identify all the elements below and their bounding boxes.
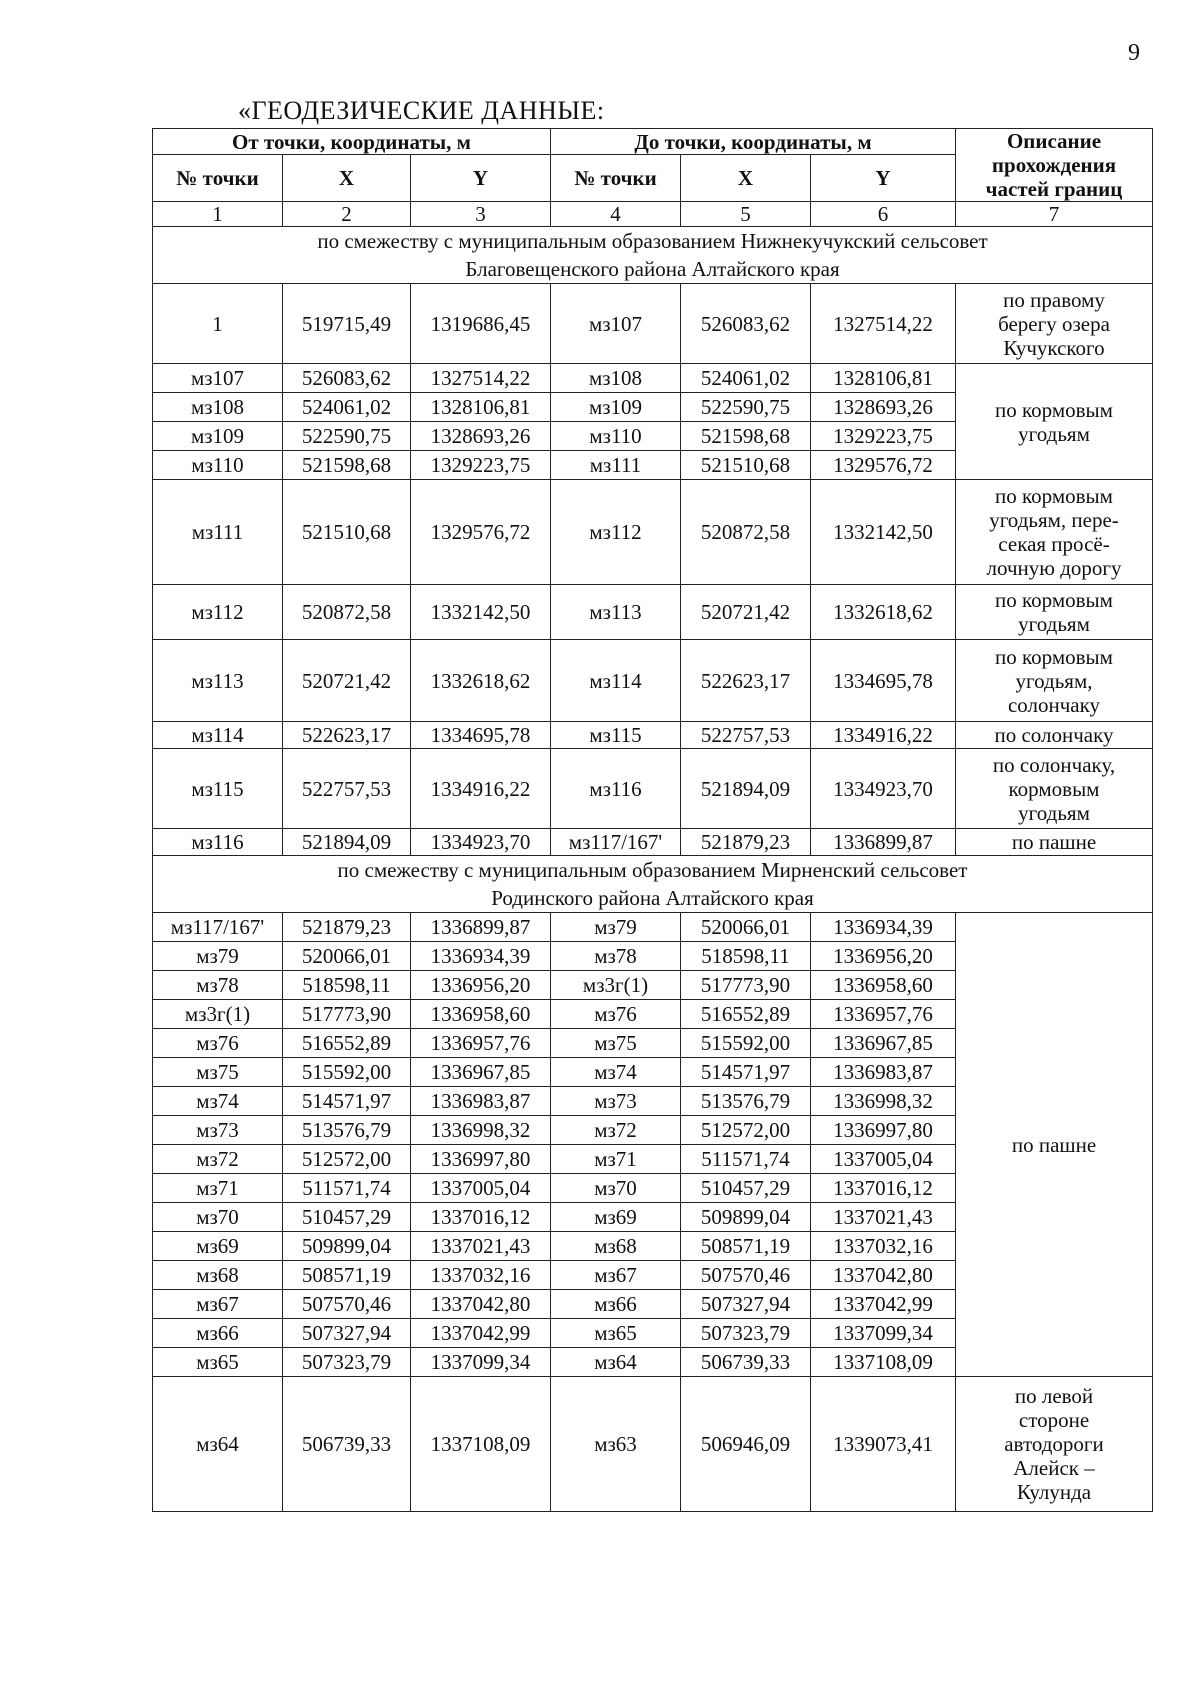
from-y: 1336956,20: [411, 971, 551, 1000]
from-point: мз70: [153, 1203, 283, 1232]
to-x: 522590,75: [681, 393, 811, 422]
to-x: 507570,46: [681, 1261, 811, 1290]
to-y: 1337005,04: [811, 1145, 956, 1174]
to-x: 510457,29: [681, 1174, 811, 1203]
to-x: 513576,79: [681, 1087, 811, 1116]
section-heading: [153, 227, 1153, 284]
from-point: мз116: [153, 829, 283, 856]
from-x: 518598,11: [283, 971, 411, 1000]
to-point: мз75: [551, 1029, 681, 1058]
from-point: мз73: [153, 1116, 283, 1145]
from-y: 1337108,09: [411, 1377, 551, 1512]
to-y: 1336967,85: [811, 1029, 956, 1058]
column-number: 2: [283, 202, 411, 227]
to-x: 506946,09: [681, 1377, 811, 1512]
from-y: 1337016,12: [411, 1203, 551, 1232]
to-x: 514571,97: [681, 1058, 811, 1087]
to-point: мз112: [551, 480, 681, 585]
from-x: 521598,68: [283, 451, 411, 480]
from-x: 515592,00: [283, 1058, 411, 1087]
description-line: солончаку: [1007, 692, 1101, 717]
table-row: [153, 722, 1153, 749]
to-x: 517773,90: [681, 971, 811, 1000]
to-y: 1336957,76: [811, 1000, 956, 1029]
from-y: 1327514,22: [411, 364, 551, 393]
from-y: 1337005,04: [411, 1174, 551, 1203]
from-point: мз64: [153, 1377, 283, 1512]
from-y: 1332142,50: [411, 585, 551, 640]
description-line: кормовым: [1008, 776, 1100, 801]
from-point: 1: [153, 284, 283, 364]
from-x: 524061,02: [283, 393, 411, 422]
from-x: 514571,97: [283, 1087, 411, 1116]
to-point: мз78: [551, 942, 681, 971]
to-point: мз66: [551, 1290, 681, 1319]
to-y: 1336958,60: [811, 971, 956, 1000]
to-y: 1337042,99: [811, 1290, 956, 1319]
table-row: [153, 749, 1153, 829]
to-point: мз76: [551, 1000, 681, 1029]
to-y: 1339073,41: [811, 1377, 956, 1512]
from-x: 512572,00: [283, 1145, 411, 1174]
boundary-description: [956, 640, 1153, 722]
from-point: мз67: [153, 1290, 283, 1319]
from-x: 508571,19: [283, 1261, 411, 1290]
from-y: 1334916,22: [411, 749, 551, 829]
from-point: мз74: [153, 1087, 283, 1116]
from-x: 519715,49: [283, 284, 411, 364]
section-heading-row: [153, 856, 1153, 913]
to-x: 522757,53: [681, 722, 811, 749]
to-x: 507323,79: [681, 1319, 811, 1348]
description-line: по пашне: [1011, 830, 1097, 854]
from-x: 510457,29: [283, 1203, 411, 1232]
table-row: [153, 585, 1153, 640]
description-line: по кормовым: [995, 397, 1113, 422]
from-x: 507570,46: [283, 1290, 411, 1319]
to-x: 521598,68: [681, 422, 811, 451]
from-point: мз112: [153, 585, 283, 640]
from-point: мз109: [153, 422, 283, 451]
table-row: [153, 364, 1153, 393]
to-point: мз69: [551, 1203, 681, 1232]
to-point: мз71: [551, 1145, 681, 1174]
section-heading-line: Родинского района Алтайского края: [491, 886, 814, 910]
to-point: мз68: [551, 1232, 681, 1261]
description-line: по солончаку: [994, 723, 1114, 747]
to-point: мз79: [551, 913, 681, 942]
from-x: 511571,74: [283, 1174, 411, 1203]
to-point: мз117/167': [551, 829, 681, 856]
header-to: До точки, координаты, м: [551, 129, 956, 155]
header-description: Описание прохождения частей границ: [956, 129, 1153, 202]
header-col-y-from: Y: [411, 155, 551, 202]
description-line: берегу озера: [998, 311, 1110, 336]
to-y: 1334916,22: [811, 722, 956, 749]
to-x: 506739,33: [681, 1348, 811, 1377]
to-point: мз63: [551, 1377, 681, 1512]
from-y: 1336957,76: [411, 1029, 551, 1058]
to-y: 1334923,70: [811, 749, 956, 829]
to-point: мз73: [551, 1087, 681, 1116]
to-y: 1337021,43: [811, 1203, 956, 1232]
from-point: мз107: [153, 364, 283, 393]
from-point: мз117/167': [153, 913, 283, 942]
header-from: От точки, координаты, м: [153, 129, 551, 155]
to-x: 520872,58: [681, 480, 811, 585]
from-x: 517773,90: [283, 1000, 411, 1029]
from-point: мз114: [153, 722, 283, 749]
from-y: 1337021,43: [411, 1232, 551, 1261]
from-point: мз110: [153, 451, 283, 480]
to-point: мз3г(1): [551, 971, 681, 1000]
from-y: 1337042,99: [411, 1319, 551, 1348]
from-point: мз65: [153, 1348, 283, 1377]
from-x: 522590,75: [283, 422, 411, 451]
from-y: 1337032,16: [411, 1261, 551, 1290]
from-point: мз3г(1): [153, 1000, 283, 1029]
boundary-description: [956, 749, 1153, 829]
from-x: 507323,79: [283, 1348, 411, 1377]
from-x: 520721,42: [283, 640, 411, 722]
to-y: 1336956,20: [811, 942, 956, 971]
from-point: мз78: [153, 971, 283, 1000]
table-row: [153, 829, 1153, 856]
from-x: 522757,53: [283, 749, 411, 829]
boundary-description: [956, 480, 1153, 585]
description-line: лочную дорогу: [986, 556, 1122, 580]
to-y: 1328106,81: [811, 364, 956, 393]
from-x: 526083,62: [283, 364, 411, 393]
boundary-description: [956, 1377, 1153, 1512]
column-number: 1: [153, 202, 283, 227]
to-y: 1336998,32: [811, 1087, 956, 1116]
description-line: угодьям: [1018, 800, 1090, 825]
description-line: автодороги: [1004, 1432, 1104, 1456]
section-heading-line: Благовещенского района Алтайского края: [465, 257, 840, 281]
to-point: мз113: [551, 585, 681, 640]
boundary-description: [956, 284, 1153, 364]
page-number: 9: [1128, 40, 1140, 66]
header-col-x-to: X: [681, 155, 811, 202]
from-point: мз76: [153, 1029, 283, 1058]
description-line: угодьям, пере-: [989, 508, 1119, 532]
to-point: мз70: [551, 1174, 681, 1203]
to-point: мз114: [551, 640, 681, 722]
to-x: 520721,42: [681, 585, 811, 640]
to-point: мз111: [551, 451, 681, 480]
from-point: мз66: [153, 1319, 283, 1348]
from-point: мз68: [153, 1261, 283, 1290]
section-heading-row: [153, 227, 1153, 284]
to-x: 522623,17: [681, 640, 811, 722]
from-y: 1336997,80: [411, 1145, 551, 1174]
from-point: мз111: [153, 480, 283, 585]
to-point: мз74: [551, 1058, 681, 1087]
to-y: 1337016,12: [811, 1174, 956, 1203]
from-x: 521894,09: [283, 829, 411, 856]
description-line: по кормовым: [995, 484, 1113, 508]
to-point: мз107: [551, 284, 681, 364]
to-y: 1329223,75: [811, 422, 956, 451]
from-y: 1334923,70: [411, 829, 551, 856]
boundary-description: [956, 722, 1153, 749]
description-line: по солончаку,: [992, 752, 1116, 777]
description-line: по кормовым: [995, 644, 1113, 669]
from-x: 516552,89: [283, 1029, 411, 1058]
table-row: [153, 480, 1153, 585]
from-point: мз71: [153, 1174, 283, 1203]
from-point: мз79: [153, 942, 283, 971]
from-y: 1334695,78: [411, 722, 551, 749]
boundary-description: [956, 913, 1153, 1377]
description-line: по кормовым: [995, 588, 1113, 612]
from-y: 1328693,26: [411, 422, 551, 451]
to-y: 1337099,34: [811, 1319, 956, 1348]
table-row: [153, 284, 1153, 364]
description-line: Кучукского: [1003, 335, 1105, 360]
from-point: мз115: [153, 749, 283, 829]
to-point: мз110: [551, 422, 681, 451]
to-y: 1334695,78: [811, 640, 956, 722]
section-heading: [153, 856, 1153, 913]
from-y: 1337042,80: [411, 1290, 551, 1319]
description-line: Кулунда: [1016, 1480, 1092, 1504]
from-x: 520872,58: [283, 585, 411, 640]
from-point: мз108: [153, 393, 283, 422]
header-col-point-to: № точки: [551, 155, 681, 202]
to-point: мз64: [551, 1348, 681, 1377]
geodetic-data-table: [152, 128, 1153, 1512]
header-col-x-from: X: [283, 155, 411, 202]
column-number-row: [153, 202, 1153, 227]
from-y: 1336983,87: [411, 1087, 551, 1116]
to-point: мз67: [551, 1261, 681, 1290]
from-x: 521510,68: [283, 480, 411, 585]
boundary-description: [956, 585, 1153, 640]
header-col-y-to: Y: [811, 155, 956, 202]
description-line: по правому: [1003, 287, 1105, 312]
to-y: 1337032,16: [811, 1232, 956, 1261]
to-point: мз109: [551, 393, 681, 422]
section-heading-line: по смежеству с муниципальным образованием Мирненский сельсовет: [337, 858, 968, 882]
from-x: 509899,04: [283, 1232, 411, 1261]
from-y: 1336934,39: [411, 942, 551, 971]
description-line: угодьям,: [1015, 668, 1093, 693]
from-y: 1336967,85: [411, 1058, 551, 1087]
to-x: 526083,62: [681, 284, 811, 364]
column-number: 5: [681, 202, 811, 227]
column-number: 4: [551, 202, 681, 227]
to-point: мз108: [551, 364, 681, 393]
to-x: 518598,11: [681, 942, 811, 971]
to-y: 1332142,50: [811, 480, 956, 585]
from-y: 1328106,81: [411, 393, 551, 422]
from-x: 520066,01: [283, 942, 411, 971]
column-number: 7: [956, 202, 1153, 227]
to-y: 1336997,80: [811, 1116, 956, 1145]
to-point: мз115: [551, 722, 681, 749]
from-y: 1336998,32: [411, 1116, 551, 1145]
column-number: 6: [811, 202, 956, 227]
header-row: [153, 129, 1153, 155]
to-x: 520066,01: [681, 913, 811, 942]
to-y: 1329576,72: [811, 451, 956, 480]
description-line: угодьям: [1018, 421, 1090, 446]
table-row: [153, 1377, 1153, 1512]
from-y: 1319686,45: [411, 284, 551, 364]
from-y: 1336958,60: [411, 1000, 551, 1029]
to-y: 1337108,09: [811, 1348, 956, 1377]
to-x: 509899,04: [681, 1203, 811, 1232]
from-y: 1329576,72: [411, 480, 551, 585]
to-x: 515592,00: [681, 1029, 811, 1058]
description-line: секая просё-: [998, 532, 1110, 556]
from-y: 1336899,87: [411, 913, 551, 942]
column-number: 3: [411, 202, 551, 227]
table-row: [153, 913, 1153, 942]
from-point: мз72: [153, 1145, 283, 1174]
to-x: 507327,94: [681, 1290, 811, 1319]
description-line: по пашне: [1011, 1132, 1097, 1157]
from-x: 521879,23: [283, 913, 411, 942]
to-y: 1327514,22: [811, 284, 956, 364]
boundary-description: [956, 364, 1153, 480]
boundary-description: [956, 829, 1153, 856]
section-heading-line: по смежеству с муниципальным образованием Нижнекучукский сельсовет: [317, 229, 988, 253]
to-y: 1328693,26: [811, 393, 956, 422]
to-point: мз72: [551, 1116, 681, 1145]
from-x: 513576,79: [283, 1116, 411, 1145]
from-y: 1332618,62: [411, 640, 551, 722]
to-x: 508571,19: [681, 1232, 811, 1261]
to-y: 1337042,80: [811, 1261, 956, 1290]
to-x: 516552,89: [681, 1000, 811, 1029]
description-line: Алейск –: [1013, 1456, 1095, 1480]
to-y: 1336899,87: [811, 829, 956, 856]
description-line: стороне: [1018, 1408, 1090, 1432]
description-line: угодьям: [1018, 612, 1090, 636]
from-y: 1337099,34: [411, 1348, 551, 1377]
to-y: 1336983,87: [811, 1058, 956, 1087]
to-y: 1336934,39: [811, 913, 956, 942]
from-point: мз69: [153, 1232, 283, 1261]
from-point: мз75: [153, 1058, 283, 1087]
to-x: 524061,02: [681, 364, 811, 393]
document-title: «ГЕОДЕЗИЧЕСКИЕ ДАННЫЕ:: [238, 96, 605, 125]
to-point: мз65: [551, 1319, 681, 1348]
to-x: 512572,00: [681, 1116, 811, 1145]
description-line: по левой: [1014, 1384, 1094, 1408]
to-x: 521894,09: [681, 749, 811, 829]
to-y: 1332618,62: [811, 585, 956, 640]
header-col-point-from: № точки: [153, 155, 283, 202]
from-x: 507327,94: [283, 1319, 411, 1348]
from-point: мз113: [153, 640, 283, 722]
from-x: 522623,17: [283, 722, 411, 749]
from-x: 506739,33: [283, 1377, 411, 1512]
table-row: [153, 640, 1153, 722]
to-x: 521879,23: [681, 829, 811, 856]
to-x: 511571,74: [681, 1145, 811, 1174]
from-y: 1329223,75: [411, 451, 551, 480]
to-x: 521510,68: [681, 451, 811, 480]
to-point: мз116: [551, 749, 681, 829]
